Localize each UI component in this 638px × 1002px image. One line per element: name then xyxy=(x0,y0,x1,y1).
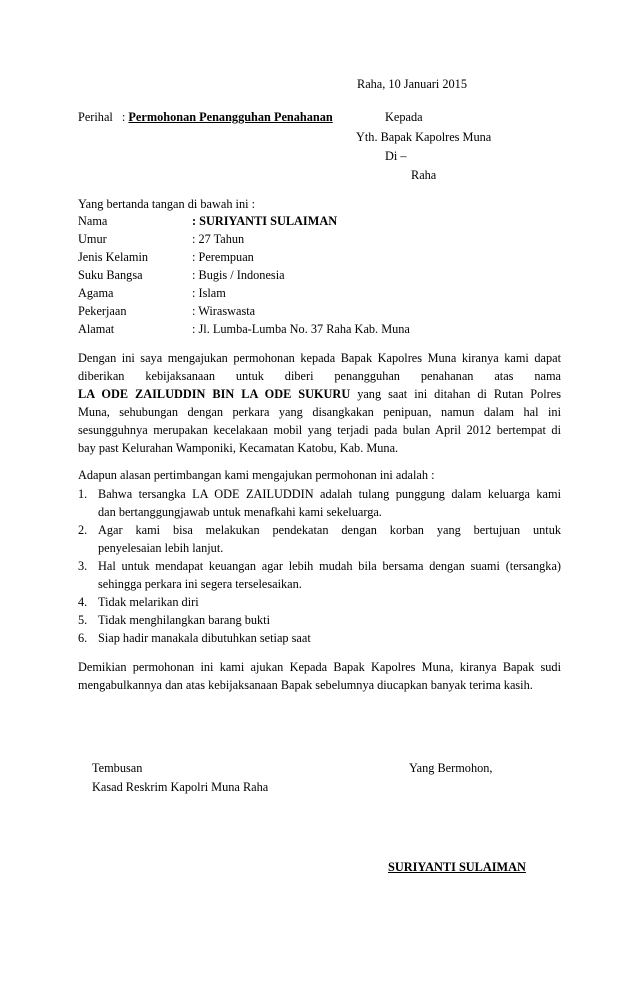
body-line: Muna, sehubungan dengan perkara yang disangkakan penipuan, namun dalam hal ini xyxy=(78,405,561,419)
reason-number: 4. xyxy=(78,595,88,609)
tembusan-label: Tembusan xyxy=(92,761,143,775)
reason-number: 5. xyxy=(78,613,88,627)
reason-number: 3. xyxy=(78,559,88,573)
detainee-name: LA ODE ZAILUDDIN BIN LA ODE SUKURU xyxy=(78,387,351,401)
identity-label: Pekerjaan xyxy=(78,304,127,318)
identity-value: : Jl. Lumba-Lumba No. 37 Raha Kab. Muna xyxy=(192,322,410,336)
reason-number: 2. xyxy=(78,523,88,537)
reason-line: Tidak menghilangkan barang bukti xyxy=(98,613,271,627)
identity-value: : 27 Tahun xyxy=(192,232,245,246)
signer-name: SURIYANTI SULAIMAN xyxy=(388,860,526,874)
body-line: bay past Kelurahan Wamponiki, Kecamatan Katobu, Kab. Muna. xyxy=(78,441,399,455)
identity-value: : SURIYANTI SULAIMAN xyxy=(192,214,338,228)
reason-line: sehingga perkara ini segera terselesaikan. xyxy=(98,577,302,591)
reason-line: Siap hadir manakala dibutuhkan setiap saat xyxy=(98,631,311,645)
signature-closing: Yang Bermohon, xyxy=(409,761,493,775)
identity-label: Suku Bangsa xyxy=(78,268,143,282)
intro-text: Yang bertanda tangan di bawah ini : xyxy=(78,197,256,211)
closing-line: mengabulkannya dan atas kebijaksanaan Bapak sebelumnya diucapkan banyak terima kasih. xyxy=(78,678,533,692)
reason-line: Bahwa tersangka LA ODE ZAILUDDIN adalah tulang punggung dalam keluarga kami xyxy=(98,487,561,501)
identity-label: Alamat xyxy=(78,322,115,336)
body-line: diberikan kebijaksanaan untuk diberi penangguhan penahanan atas nama xyxy=(78,369,561,383)
identity-label: Jenis Kelamin xyxy=(78,250,149,264)
recipient-kepada: Kepada xyxy=(385,110,423,124)
body-paragraph xyxy=(78,349,561,457)
subject-line xyxy=(78,108,333,126)
recipient-city: Raha xyxy=(411,168,437,182)
identity-label: Agama xyxy=(78,286,114,300)
reason-number: 1. xyxy=(78,487,88,501)
subject-label: Perihal xyxy=(78,110,113,124)
identity-value: : Perempuan xyxy=(192,250,254,264)
identity-value: : Wiraswasta xyxy=(192,304,256,318)
body-line-rest: yang saat ini ditahan di Rutan Polres xyxy=(357,387,562,401)
subject-text: Permohonan Penangguhan Penahanan xyxy=(128,110,333,124)
closing-paragraph xyxy=(78,658,561,694)
reason-number: 6. xyxy=(78,631,88,645)
body-line: sesungguhnya merupakan kecelakaan mobil yang terjadi pada bulan April 2012 bertempat di xyxy=(78,423,561,437)
identity-label: Nama xyxy=(78,214,108,228)
reason-line: Tidak melarikan diri xyxy=(98,595,199,609)
reason-line: penyelesaian lebih lanjut. xyxy=(98,541,224,555)
identity-value: : Islam xyxy=(192,286,226,300)
closing-line: Demikian permohonan ini kami ajukan Kepada Bapak Kapolres Muna, kiranya Bapak sudi xyxy=(78,660,561,674)
subject-separator: : xyxy=(121,110,126,124)
recipient-addressee: Yth. Bapak Kapolres Muna xyxy=(356,130,492,144)
identity-value: : Bugis / Indonesia xyxy=(192,268,285,282)
recipient-di: Di – xyxy=(385,149,407,163)
body-line-detainee xyxy=(78,385,561,403)
identity-label: Umur xyxy=(78,232,107,246)
tembusan-item: Kasad Reskrim Kapolri Muna Raha xyxy=(92,780,269,794)
reasons-intro: Adapun alasan pertimbangan kami mengajukan permohonan ini adalah : xyxy=(78,468,435,482)
letter-date: Raha, 10 Januari 2015 xyxy=(357,77,467,91)
body-line: Dengan ini saya mengajukan permohonan kepada Bapak Kapolres Muna kiranya kami dapat xyxy=(78,351,561,365)
reason-line: Agar kami bisa melakukan pendekatan dengan korban yang bertujuan untuk xyxy=(98,523,561,537)
reason-line: dan bertanggungjawab untuk menafkahi kami sekeluarga. xyxy=(98,505,382,519)
reason-line: Hal untuk mendapat keuangan agar lebih mudah bila bersama dengan suami (tersangka) xyxy=(98,559,561,573)
